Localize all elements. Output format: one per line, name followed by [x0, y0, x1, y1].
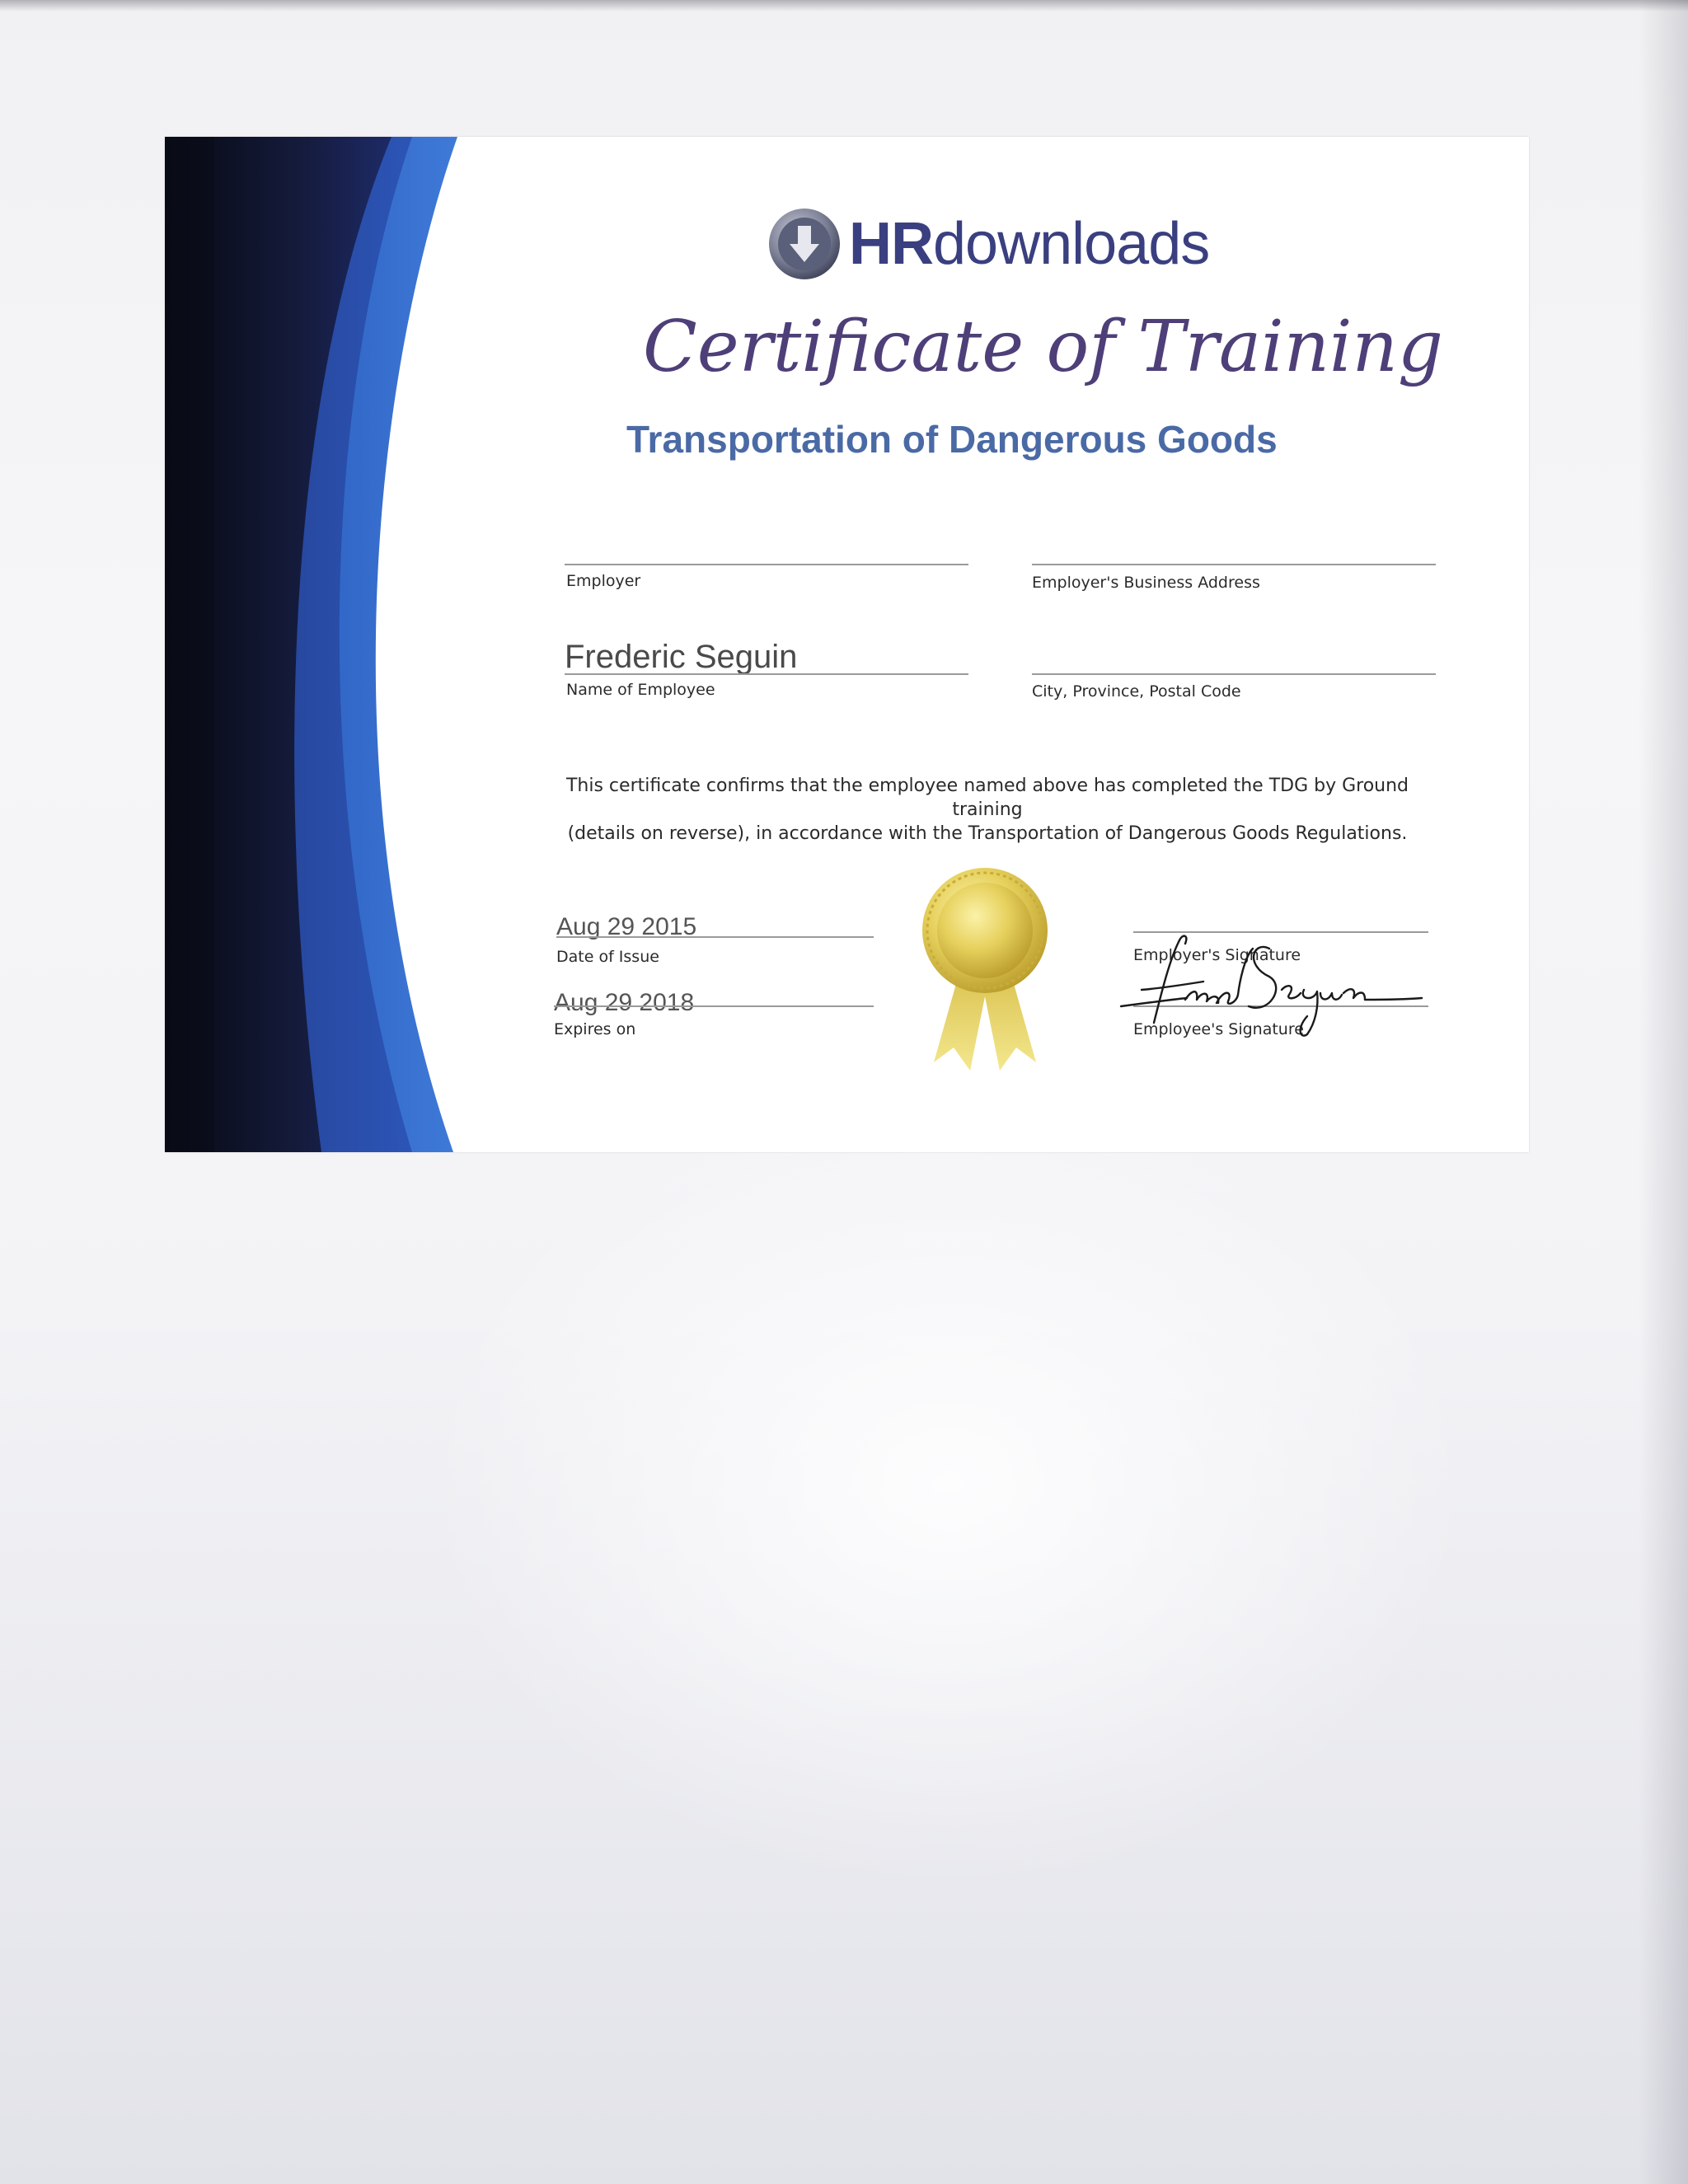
issue-date-value: Aug 29 2015 — [556, 913, 697, 940]
issue-date-label: Date of Issue — [556, 948, 659, 966]
business-address-line — [1032, 564, 1436, 565]
expires-date-value: Aug 29 2018 — [554, 989, 695, 1016]
employee-name-line — [565, 673, 968, 675]
issue-date-line — [556, 936, 874, 938]
employer-line — [565, 564, 968, 565]
employer-signature-label: Employer's Signature — [1133, 946, 1301, 964]
handwritten-signature — [1113, 924, 1426, 1039]
paper-right-shadow — [1639, 0, 1688, 2184]
decorative-swoosh — [165, 137, 462, 1152]
gold-seal-icon — [911, 865, 1059, 1079]
expires-date-line — [554, 1005, 874, 1007]
certificate — [165, 137, 1529, 1152]
employer-label: Employer — [566, 572, 641, 590]
download-arrow-icon — [767, 206, 842, 282]
employee-name-value: Frederic Seguin — [565, 639, 798, 675]
employee-name-label: Name of Employee — [566, 681, 715, 699]
city-line — [1032, 673, 1436, 675]
business-address-label: Employer's Business Address — [1032, 574, 1260, 592]
body-line-2: (details on reverse), in accordance with the Transportation of Dangerous Goods Regulations. — [567, 823, 1408, 844]
expires-date-label: Expires on — [554, 1020, 636, 1038]
certificate-subtitle: Transportation of Dangerous Goods — [626, 418, 1278, 461]
body-line-1: This certificate confirms that the employee named above has completed the TDG by Ground training — [565, 776, 1409, 820]
paper-top-shadow — [0, 0, 1688, 12]
hrdownloads-logo — [767, 203, 1209, 285]
certificate-title: Certificate of Training — [643, 306, 1443, 388]
employee-signature-label: Employee's Signature — [1133, 1020, 1304, 1038]
certificate-body-text — [534, 774, 1441, 846]
city-label: City, Province, Postal Code — [1032, 682, 1241, 701]
logo-text: HRdownloads — [849, 211, 1210, 277]
